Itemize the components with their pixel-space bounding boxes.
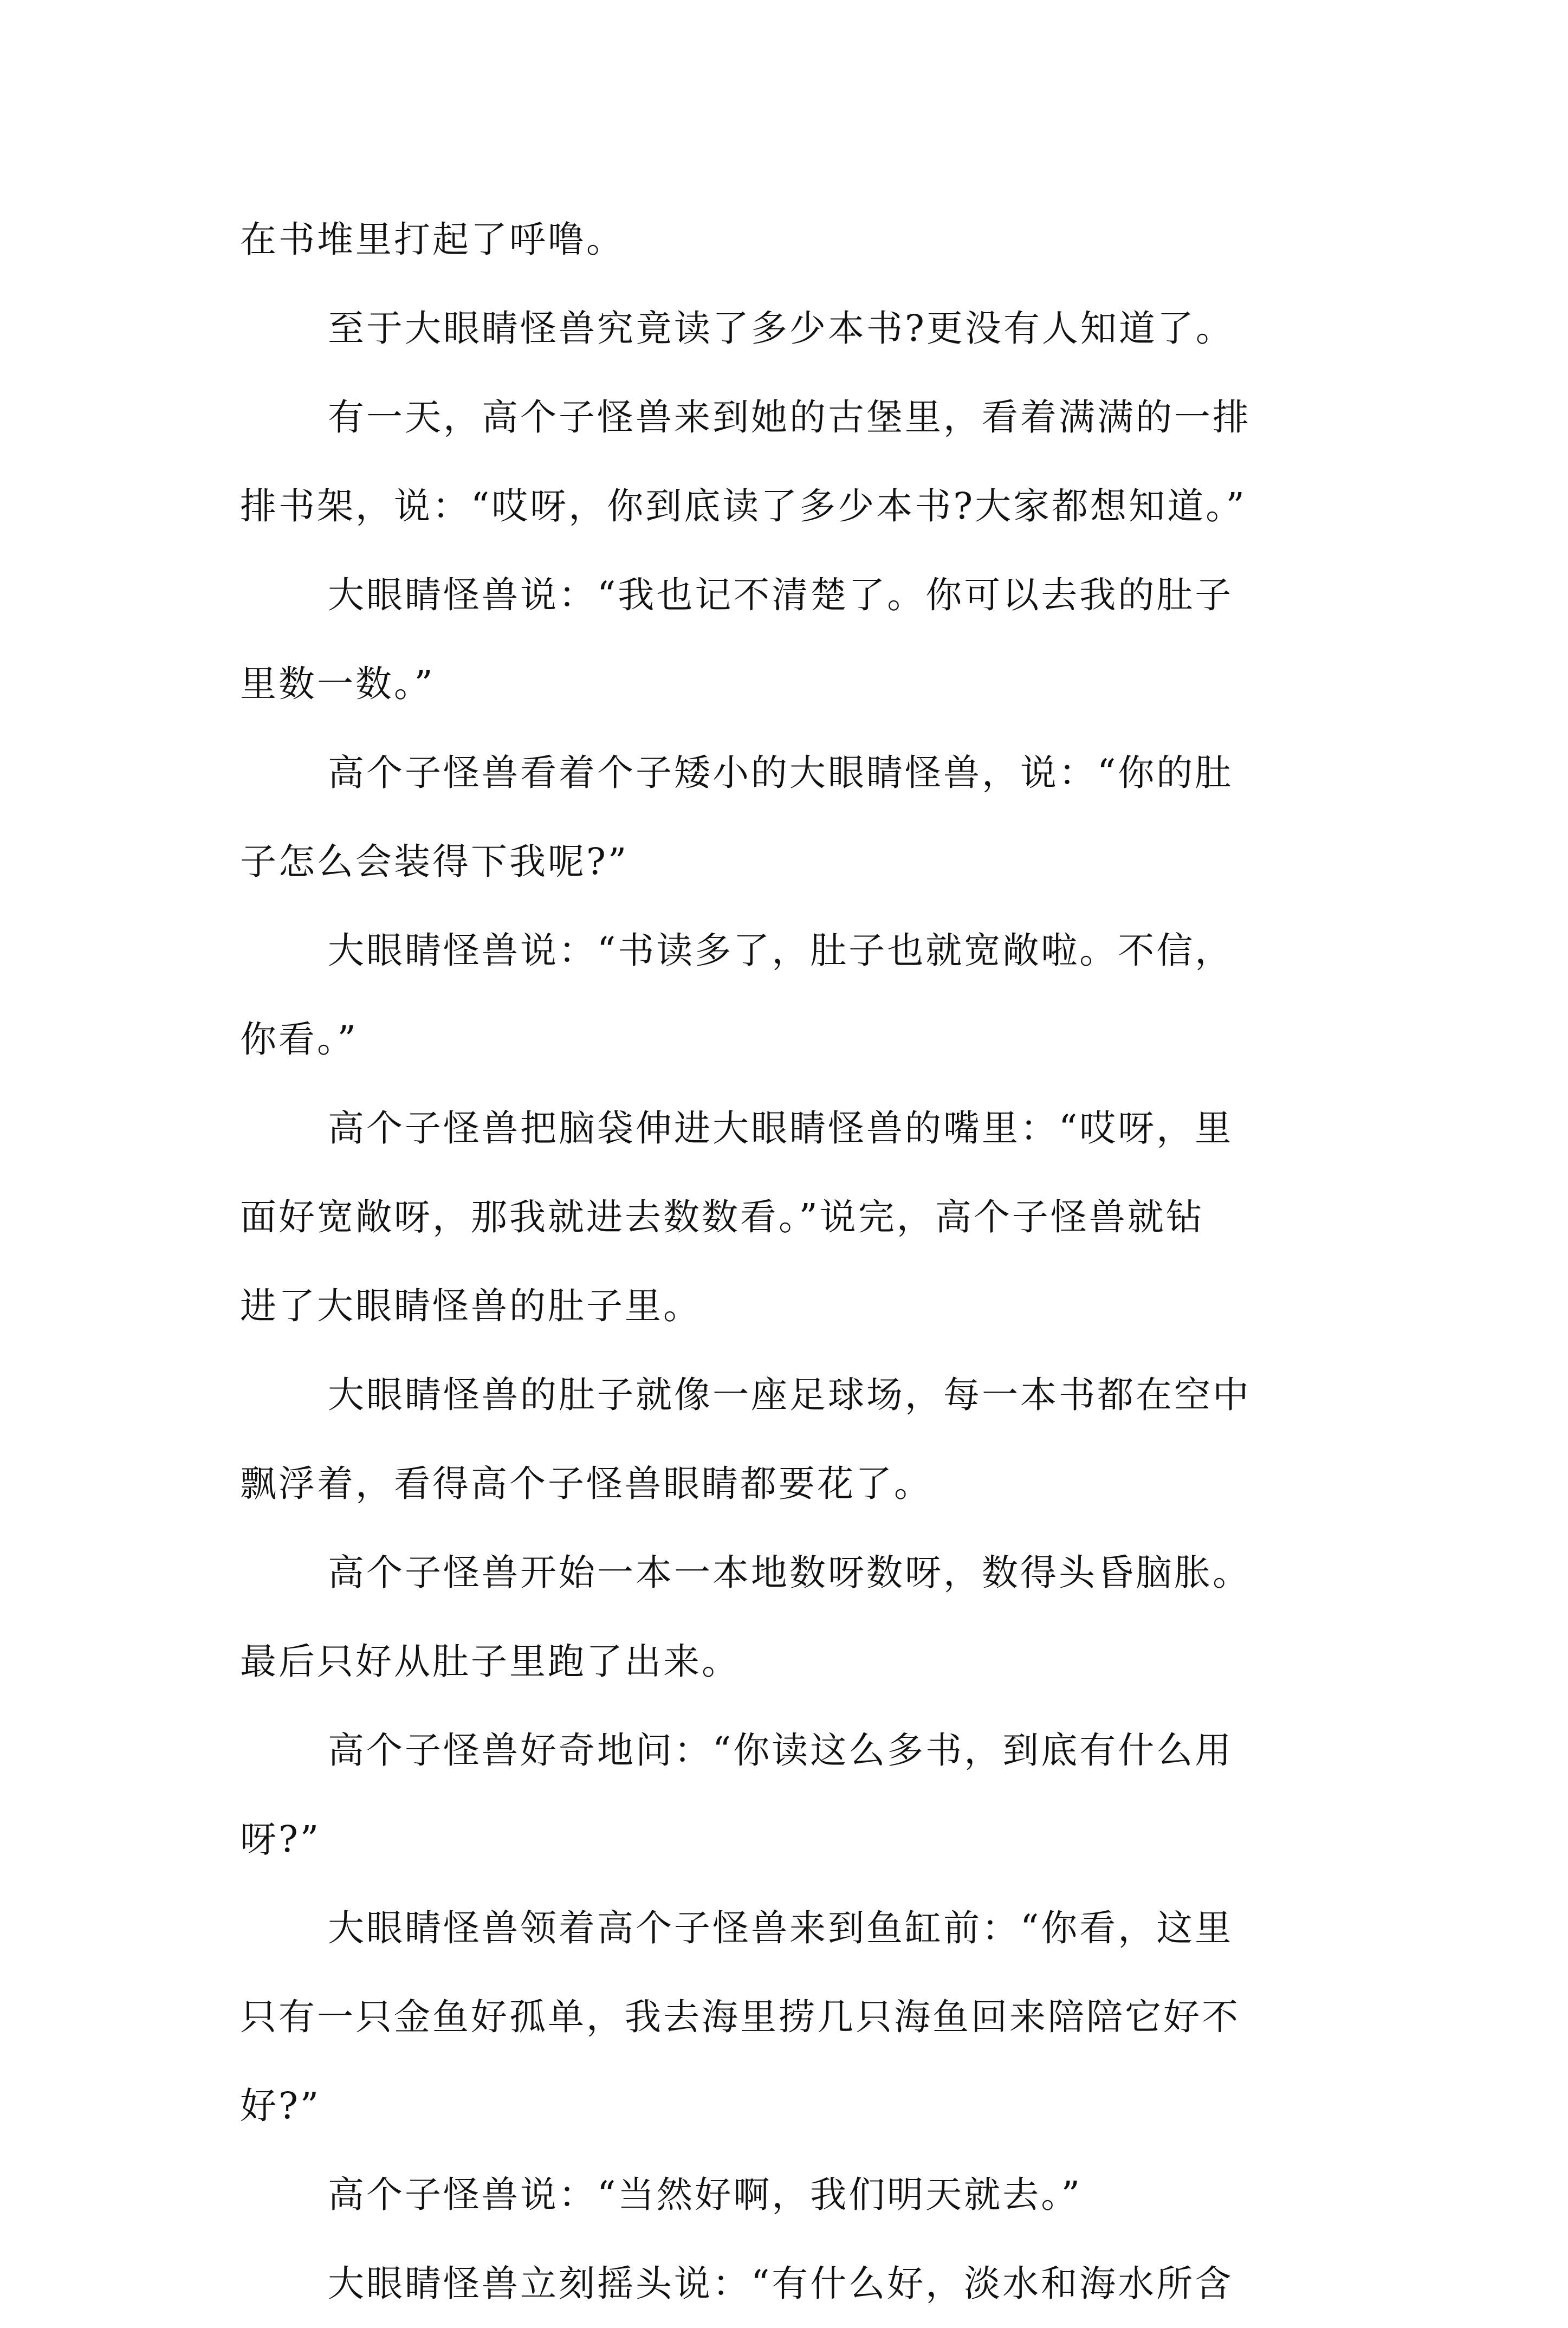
text-line: 大眼睛怪兽领着高个子怪兽来到鱼缸前：“你看，这里 <box>328 1907 1234 1949</box>
text-line: 子怎么会装得下我呢?” <box>240 840 629 883</box>
text-line: 大眼睛怪兽立刻摇头说：“有什么好，淡水和海水所含 <box>328 2262 1234 2305</box>
text-line: 高个子怪兽把脑袋伸进大眼睛怪兽的嘴里：“哎呀，里 <box>328 1107 1234 1149</box>
text-line: 好?” <box>240 2085 321 2127</box>
text-line: 大眼睛怪兽说：“我也记不清楚了。你可以去我的肚子 <box>328 574 1234 616</box>
text-line: 高个子怪兽好奇地问：“你读这么多书，到底有什么用 <box>328 1729 1234 1771</box>
text-line: 有一天，高个子怪兽来到她的古堡里，看着满满的一排 <box>328 396 1251 438</box>
body-text <box>240 195 1340 2328</box>
text-line: 大眼睛怪兽的肚子就像一座足球场，每一本书都在空中 <box>328 1374 1251 1416</box>
text-line: 里数一数。” <box>240 663 435 705</box>
text-line: 飘浮着，看得高个子怪兽眼睛都要花了。 <box>240 1463 932 1505</box>
text-line: 只有一只金鱼好孤单，我去海里捞几只海鱼回来陪陪它好不 <box>240 1996 1240 2038</box>
text-line: 高个子怪兽说：“当然好啊，我们明天就去。” <box>328 2174 1083 2216</box>
text-line: 进了大眼睛怪兽的肚子里。 <box>240 1285 702 1327</box>
text-line: 面好宽敞呀，那我就进去数数看。”说完，高个子怪兽就钻 <box>240 1196 1204 1238</box>
text-line: 排书架，说：“哎呀，你到底读了多少本书?大家都想知道。” <box>240 485 1247 527</box>
text-line: 呀?” <box>240 1818 321 1860</box>
text-line: 至于大眼睛怪兽究竟读了多少本书?更没有人知道了。 <box>328 307 1234 350</box>
text-line: 最后只好从肚子里跑了出来。 <box>240 1640 740 1683</box>
text-line: 在书堆里打起了呼噜。 <box>240 218 625 261</box>
text-line: 大眼睛怪兽说：“书读多了，肚子也就宽敞啦。不信， <box>328 929 1234 972</box>
text-line: 你看。” <box>240 1018 358 1060</box>
text-line: 高个子怪兽看着个子矮小的大眼睛怪兽，说：“你的肚 <box>328 752 1234 794</box>
text-line: 高个子怪兽开始一本一本地数呀数呀，数得头昏脑胀。 <box>328 1551 1251 1594</box>
